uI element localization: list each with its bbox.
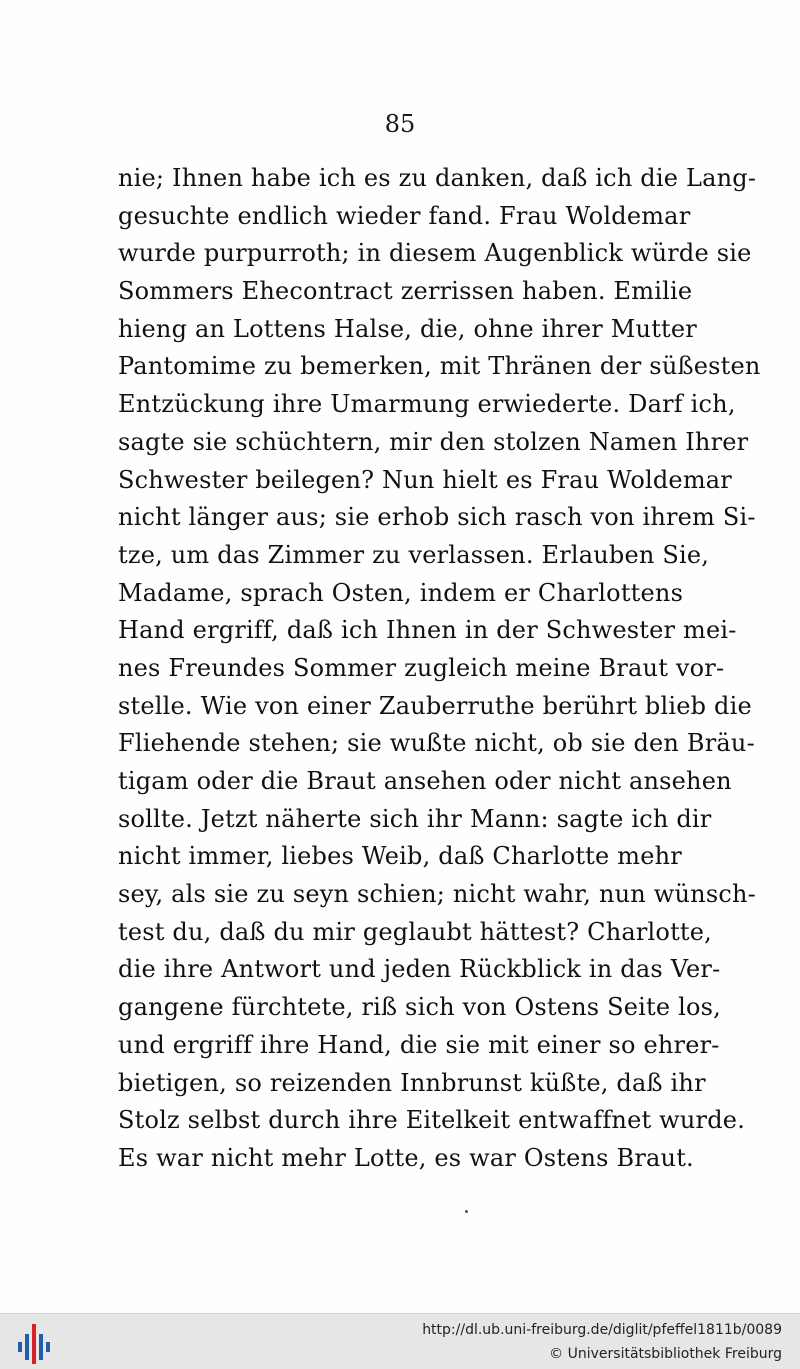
logo-bar-2: [25, 1334, 29, 1360]
text-line: Es war nicht mehr Lotte, es war Ostens Braut.: [118, 1143, 694, 1172]
ub-freiburg-logo-icon[interactable]: [12, 1320, 58, 1366]
text-line: tze, um das Zimmer zu verlassen. Erlauben Sie,: [118, 540, 710, 569]
text-line: sey, als sie zu seyn schien; nicht wahr, nun wünsch-: [118, 880, 756, 909]
text-line: sollte. Jetzt näherte sich ihr Mann: sagte ich dir: [118, 804, 712, 833]
text-line: sagte sie schüchtern, mir den stolzen Namen Ihrer: [118, 427, 749, 456]
logo-bar-5: [46, 1342, 50, 1352]
logo-bar-4: [39, 1334, 43, 1360]
text-line: Sommers Ehecontract zerrissen haben. Emilie: [118, 277, 693, 306]
print-speck: [465, 1210, 468, 1213]
permalink[interactable]: http://dl.ub.uni-freiburg.de/diglit/pfeffel1811b/0089: [422, 1322, 782, 1338]
text-line: test du, daß du mir geglaubt hättest? Charlotte,: [118, 917, 713, 946]
text-line: gesuchte endlich wieder fand. Frau Woldemar: [118, 201, 691, 230]
text-line: nicht immer, liebes Weib, daß Charlotte mehr: [118, 842, 682, 871]
text-line: Fliehende stehen; sie wußte nicht, ob sie den Bräu-: [118, 729, 755, 758]
text-line: bietigen, so reizenden Innbrunst küßte, daß ihr: [118, 1068, 706, 1097]
footer-bar: [0, 1313, 800, 1369]
text-line: Hand ergriff, daß ich Ihnen in der Schwester mei-: [118, 616, 737, 645]
text-line: Schwester beilegen? Nun hielt es Frau Woldemar: [118, 465, 732, 494]
logo-bar-1: [18, 1342, 22, 1352]
text-line: Entzückung ihre Umarmung erwiederte. Darf ich,: [118, 390, 736, 419]
text-line: Pantomime zu bemerken, mit Thränen der süßesten: [118, 352, 761, 381]
text-line: tigam oder die Braut ansehen oder nicht ansehen: [118, 767, 732, 795]
text-line: nes Freundes Sommer zugleich meine Braut vor-: [118, 653, 725, 682]
text-line: wurde purpurroth; in diesem Augenblick würde sie: [118, 239, 752, 268]
text-line: Madame, sprach Osten, indem er Charlottens: [118, 578, 684, 607]
text-line: und ergriff ihre Hand, die sie mit einer so ehrer-: [118, 1030, 720, 1059]
text-line: stelle. Wie von einer Zauberruthe berührt blieb die: [118, 691, 752, 720]
page-number: 85: [384, 110, 416, 138]
text-line: hieng an Lottens Halse, die, ohne ihrer Mutter: [118, 314, 697, 343]
text-line: nicht länger aus; sie erhob sich rasch von ihrem Si-: [118, 503, 756, 532]
page-text: [118, 160, 761, 1178]
text-line: die ihre Antwort und jeden Rückblick in das Ver-: [118, 955, 721, 984]
text-line: nie; Ihnen habe ich es zu danken, daß ich die Lang-: [118, 164, 757, 192]
text-line: Stolz selbst durch ihre Eitelkeit entwaffnet wurde.: [118, 1106, 746, 1135]
copyright-notice: © Universitätsbibliothek Freiburg: [549, 1346, 782, 1362]
logo-bar-3: [32, 1324, 36, 1364]
text-line: gangene fürchtete, riß sich von Ostens Seite los,: [118, 993, 721, 1022]
